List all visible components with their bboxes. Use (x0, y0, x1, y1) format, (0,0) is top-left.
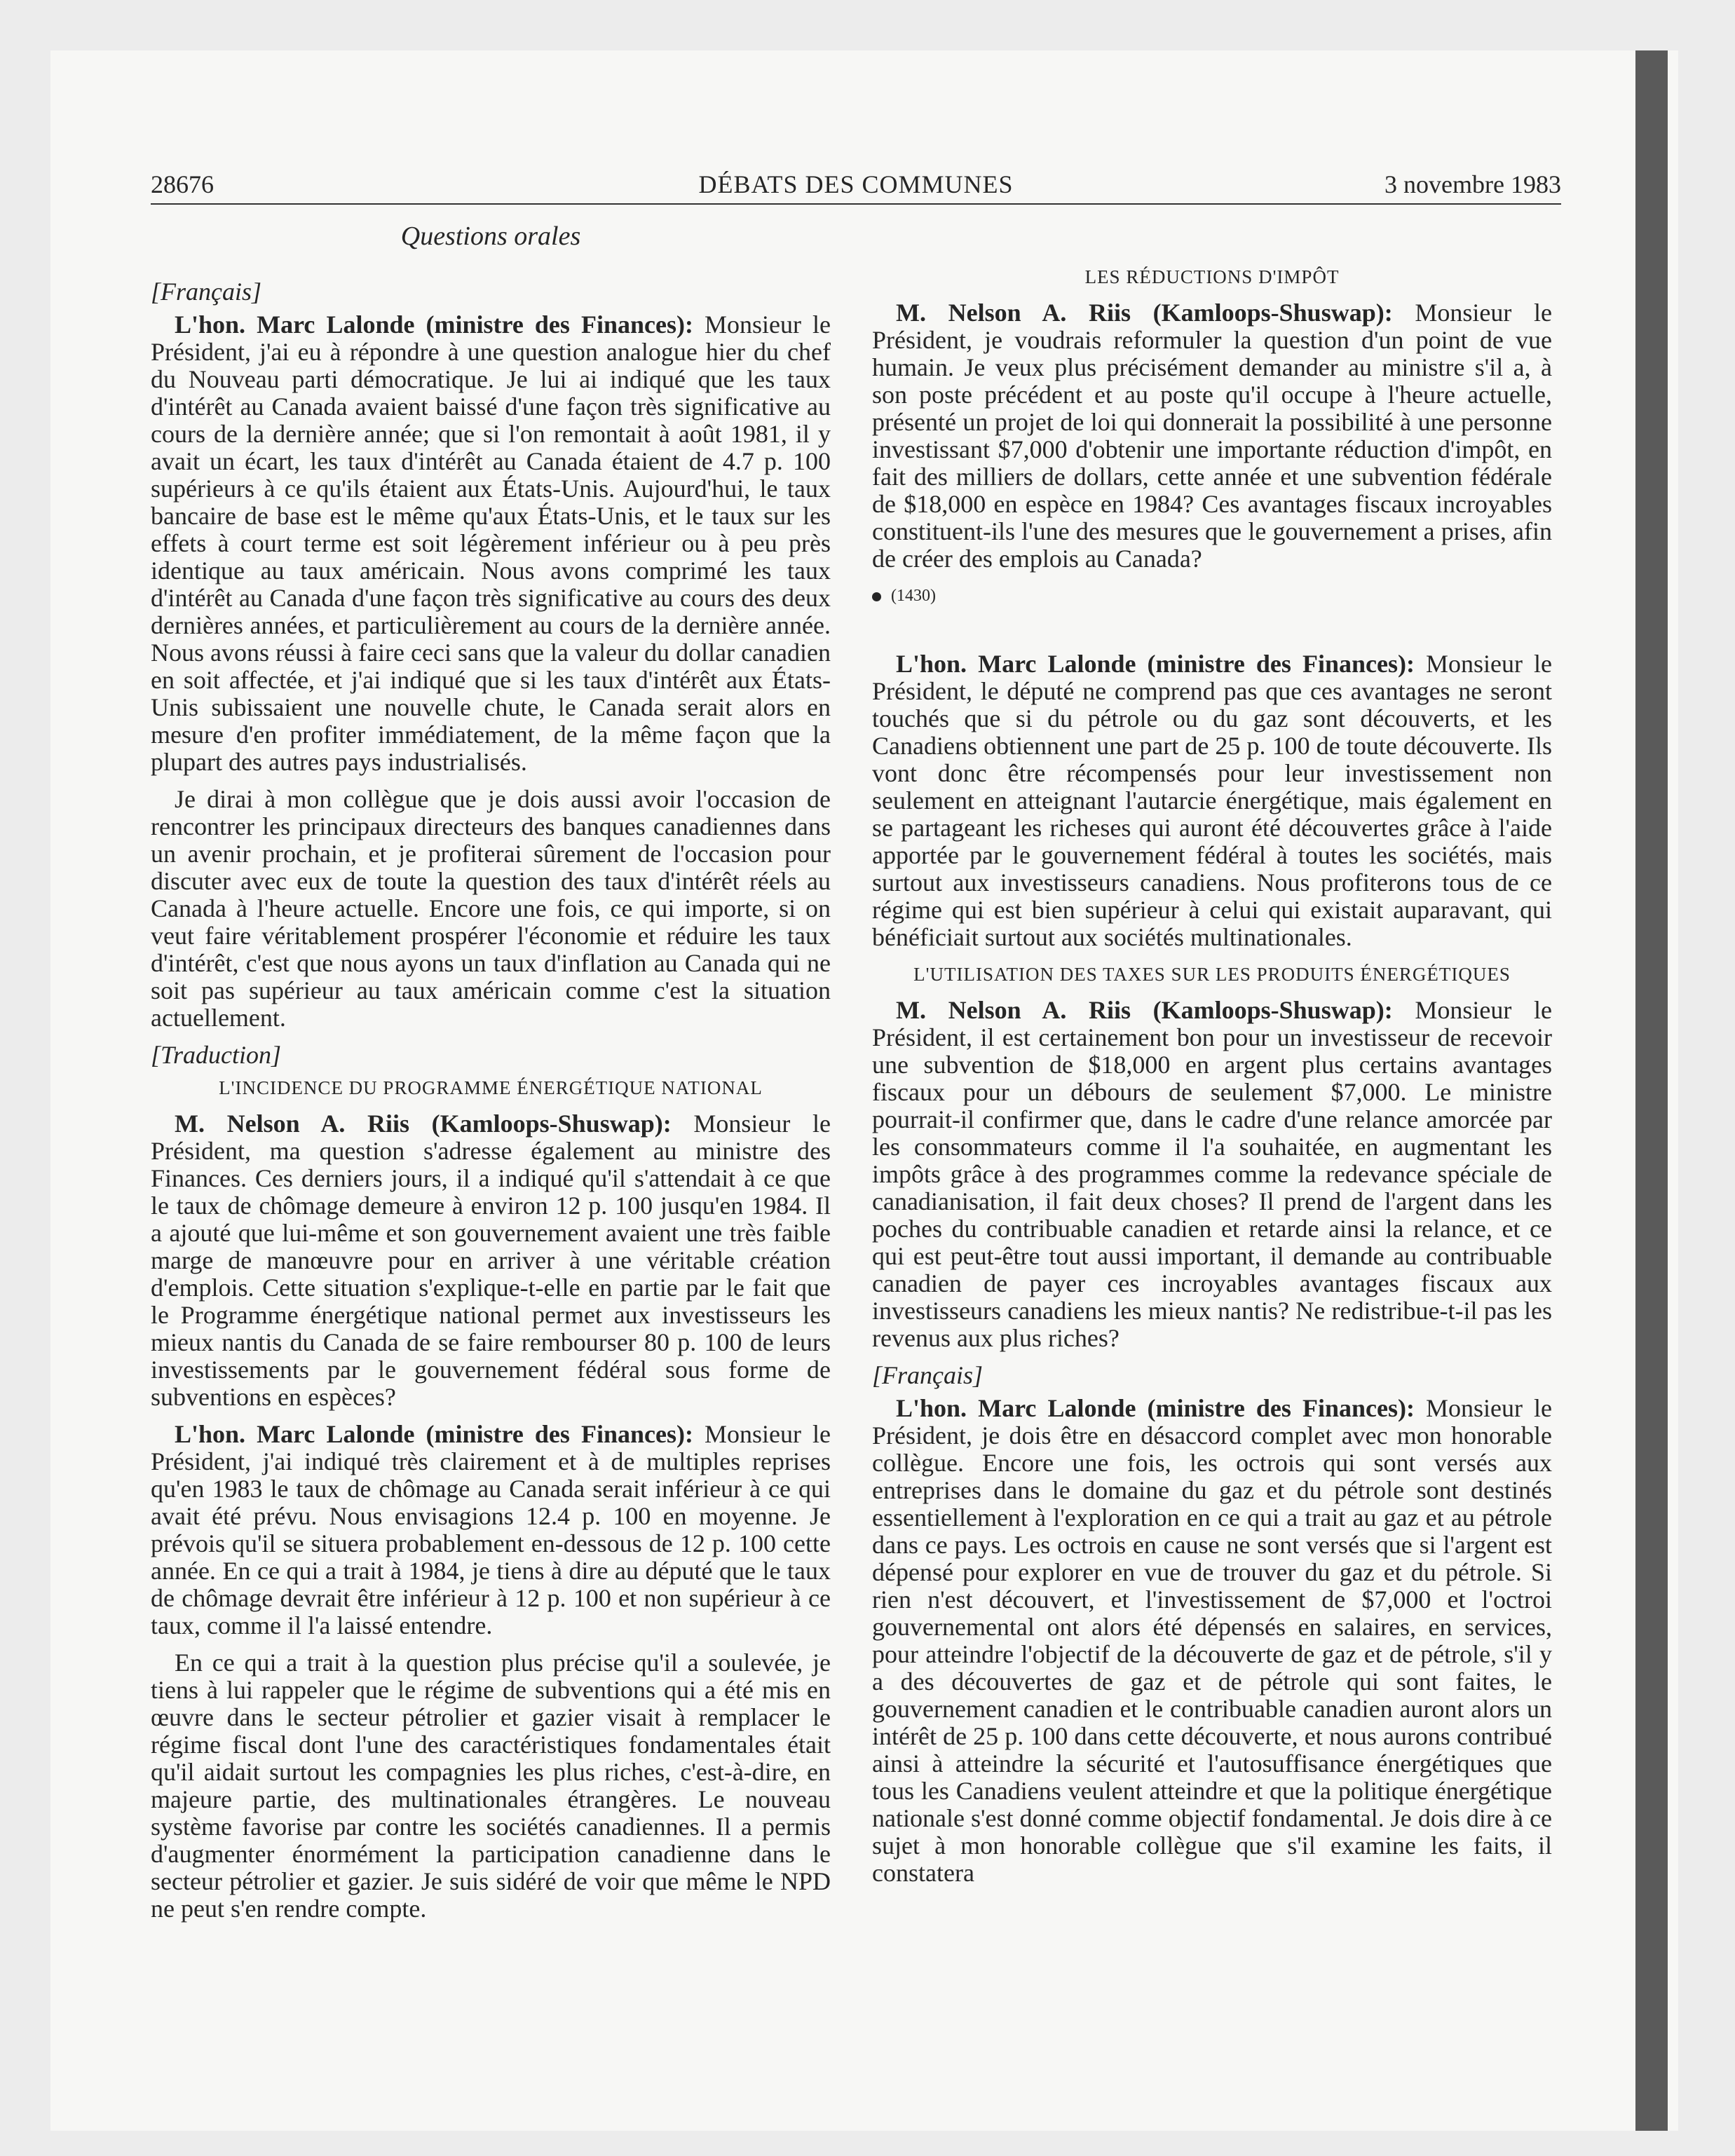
speech-text: Monsieur le Président, ma question s'adresse également au ministre des Finances. Ces derniers jours, il a indiqué qu'il s'attendait à ce que le taux de chômage demeure à environ 12 p. 100 jusqu'en 1984. Il a ajouté que lui-même et son gouvernement avaient une très faible marge de manœuvre pour en arriver à une véritable création d'emplois. Cette situation s'explique-t-elle en partie par le fait que le Programme énergétique national permet aux investisseurs les mieux nantis du Canada de se faire rembourser 80 p. 100 de leurs investissements par le gouvernement fédéral sous forme de subventions en espèces? (151, 1110, 831, 1411)
language-tag: [Français] (151, 278, 262, 306)
paragraph (151, 1110, 831, 1411)
speech-text: Monsieur le Président, j'ai eu à répondre à une question analogue hier du chef du Nouveau parti démocratique. Je lui ai indiqué que les taux d'intérêt au Canada avaient baissé d'une façon très significative au cours de la dernière année; que si l'on remontait à août 1981, il y avait un écart, les taux d'intérêt au Canada étaient de 4.7 p. 100 supérieurs à ce qu'ils étaient aux États-Unis. Aujourd'hui, le taux bancaire de base est le même qu'aux États-Unis, et le taux sur les effets à court terme est soit légèrement inférieur ou à peu près identique au taux américain. Nous avons comprimé les taux d'intérêt au Canada d'une façon très significative au cours des deux dernières années, et particulièrement au cours de la dernière année. Nous avons réussi à faire ceci sans que la valeur du dollar canadien en soit affectée, et j'ai indiqué que si les taux d'intérêt aux États-Unis subissaient une nouvelle chute, le Canada serait alors en mesure d'en profiter immédiatement, de la même façon que la plupart des autres pays industrialisés. (151, 311, 831, 776)
speech-text: Monsieur le Président, j'ai indiqué très clairement et à de multiples reprises qu'en 1983 le taux de chômage au Canada serait inférieur à ce qui avait été prévu. Nous envisagions 12.4 p. 100 en moyenne. Je prévois qu'il se situera probablement en-dessous de 12 p. 100 cette année. En ce qui a trait à 1984, je tiens à dire au député que le taux de chômage devrait être inférieur à 12 p. 100 et non supérieur à ce taux, comme il l'a laissé entendre. (151, 1420, 831, 1639)
paragraph (872, 299, 1552, 573)
paragraph (872, 997, 1552, 1352)
speaker: L'hon. Marc Lalonde (ministre des Finances): (896, 1394, 1415, 1422)
speaker: M. Nelson A. Riis (Kamloops-Shuswap): (896, 996, 1393, 1024)
time-marker-text: (1430) (891, 587, 936, 605)
paragraph (872, 1395, 1552, 1887)
language-tag: [Traduction] (151, 1041, 282, 1069)
publication-title: DÉBATS DES COMMUNES (698, 170, 1014, 198)
speaker: L'hon. Marc Lalonde (ministre des Finances): (175, 1420, 693, 1448)
bullet-icon (872, 592, 881, 601)
speaker: M. Nelson A. Riis (Kamloops-Shuswap): (175, 1110, 672, 1138)
speech-text: Monsieur le Président, je voudrais reformuler la question d'un point de vue humain. Je veux plus précisément demander au ministre s'il a, à son poste précédent et au poste qu'il occupe à l'heure actuelle, présenté un projet de loi qui donnerait la possibilité à une personne investissant $7,000 d'obtenir une importante réduction d'impôt, en fait des milliers de dollars, cette année et une subvention fédérale de $18,000 en espèce en 1984? Ces avantages fiscaux incroyables constituent-ils l'une des mesures que le gouvernement a prises, afin de créer des emplois au Canada? (872, 299, 1552, 573)
speech-text: Monsieur le Président, il est certainement bon pour un investisseur de recevoir une subvention de $18,000 en argent plus certains avantages fiscaux pour un débours de seulement $7,000. Le ministre pourrait-il confirmer que, dans le cadre d'une relance amorcée par les consommateurs comme il l'a souhaitée, en augmentant les impôts grâce à des programmes comme la redevance spéciale de canadianisation, il fait deux choses? Il prend de l'argent dans les poches du contribuable canadien et retarde ainsi la relance, et ce qui est peut-être tout aussi important, il demande au contribuable canadien de payer ces incroyables avantages fiscaux aux investisseurs canadiens les mieux nantis? Ne redistribue-t-il pas les revenus aux plus riches? (872, 996, 1552, 1352)
left-column (151, 223, 831, 1932)
speech-text: Monsieur le Président, le député ne comprend pas que ces avantages ne seront touchés que si du pétrole ou du gaz sont découverts, et les Canadiens obtiennent une part de 25 p. 100 de toute découverte. Ils vont donc être récompensés pour leur investissement non seulement en atteignant l'autarcie énergétique, mais également en se partageant les richeses qui auront été découvertes grâce à l'aide apportée par le gouvernement fédéral à toutes les sociétés, mais surtout aux investisseurs canadiens. Nous profiterons tous de ce régime qui est bien supérieur à celui qui existait auparavant, qui bénéficiait surtout aux sociétés multinationales. (872, 650, 1553, 951)
paragraph (872, 650, 1552, 951)
subject-heading: L'UTILISATION DES TAXES SUR LES PRODUITS ÉNERGÉTIQUES (913, 964, 1511, 985)
language-tag: [Français] (872, 1361, 984, 1389)
page-date: 3 novembre 1983 (1384, 170, 1561, 198)
speaker: L'hon. Marc Lalonde (ministre des Finances): (175, 311, 693, 339)
paragraph (151, 311, 831, 776)
subject-heading: LES RÉDUCTIONS D'IMPÔT (1084, 266, 1340, 287)
speaker: M. Nelson A. Riis (Kamloops-Shuswap): (896, 299, 1393, 327)
page-header (151, 171, 1561, 205)
paragraph: En ce qui a trait à la question plus précise qu'il a soulevée, je tiens à lui rappeler que le régime de subventions qui a été mis en œuvre dans le secteur pétrolier et gazier visait à remplacer le régime fiscal dont l'une des caractéristiques fondamentales était qu'il aidait surtout les compagnies les plus riches, c'est-à-dire, en majeure partie, des multinationales étrangères. Le nouveau système favorise par contre les sociétés canadiennes. Il a permis d'augmenter énormément la participation canadienne dans le secteur pétrolier et gazier. Je suis sidéré de voir que même le NPD ne peut s'en rendre compte. (151, 1649, 831, 1923)
speaker: L'hon. Marc Lalonde (ministre des Finances): (896, 650, 1415, 678)
speech-text: Monsieur le Président, je dois être en désaccord complet avec mon honorable collègue. Encore une fois, les octrois qui sont versés aux entreprises dans le domaine du gaz et du pétrole sont destinés essentiellement à l'exploration en ce qui a trait au gaz et au pétrole dans ce pays. Les octrois en cause ne sont versés que si l'argent est dépensé pour explorer en vue de trouver du gaz et du pétrole. Si rien n'est découvert, et l'investissement de $7,000 et l'octroi gouvernemental ont alors été dépensés en salaires, en services, pour atteindre l'objectif de la découverte de gaz et de pétrole, s'il y a des découvertes de gaz et de pétrole qui sont faites, le gouvernement canadien et le contribuable canadien auront alors un intérêt de 25 p. 100 dans cette découverte, et nous aurons contribué ainsi à atteindre la sécurité et l'autosuffisance énergétiques que tous les Canadiens veulent atteindre et que la politique énergétique nationale s'est donné comme objectif fondamental. Je dois dire à ce sujet à mon honorable collègue que s'il examine les faits, il constatera (872, 1394, 1553, 1887)
page-number: 28676 (151, 170, 214, 198)
time-marker (872, 582, 1552, 610)
section-title: Questions orales (400, 221, 581, 251)
subject-heading: L'INCIDENCE DU PROGRAMME ÉNERGÉTIQUE NATIONAL (219, 1077, 763, 1098)
right-column (872, 223, 1552, 1897)
scan-edge (1635, 50, 1668, 2131)
paragraph: Je dirai à mon collègue que je dois aussi avoir l'occasion de rencontrer les principaux directeurs des banques canadiennes dans un avenir prochain, et je profiterai sûrement de l'occasion pour discuter avec eux de toute la question des taux d'intérêt réels au Canada à l'heure actuelle. Encore une fois, ce qui importe, si on veut faire véritablement prospérer l'économie et réduire les taux d'intérêt, c'est que nous ayons un taux d'inflation au Canada qui ne soit pas supérieur au taux américain comme c'est la situation actuellement. (151, 785, 831, 1032)
paragraph (151, 1421, 831, 1639)
